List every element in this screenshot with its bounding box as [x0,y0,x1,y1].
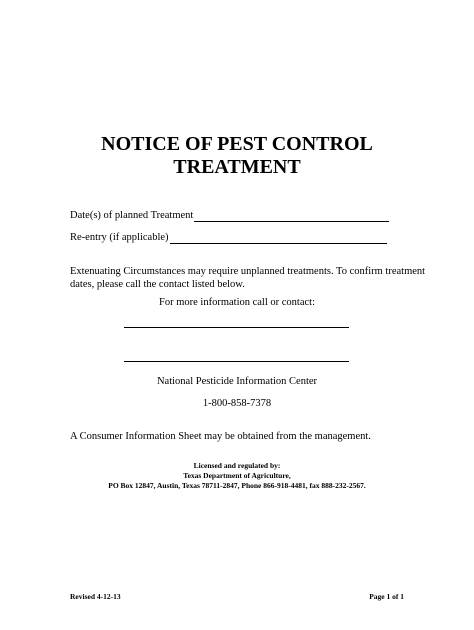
contact-blank-2[interactable] [124,361,349,362]
planned-treatment-date-blank[interactable] [194,211,389,222]
consumer-sheet-text: A Consumer Information Sheet may be obtained from the management. [70,431,371,442]
more-info-text: For more information call or contact: [159,297,315,308]
contact-blank-1[interactable] [124,327,349,328]
extenuating-line-2: dates, please call the contact listed below. [70,279,245,290]
regulator-line-2: Texas Department of Agriculture, [183,471,291,480]
reentry-blank[interactable] [170,233,387,244]
extenuating-paragraph [70,265,426,291]
reentry-row [70,231,387,244]
regulator-line-3: PO Box 12847, Austin, Texas 78711-2847, Phone 866-918-4481, fax 888-232-2567. [108,481,366,490]
pesticide-center-name: National Pesticide Information Center [156,376,318,387]
regulator-line-1: Licensed and regulated by: [193,461,281,470]
extenuating-line-1: Extenuating Circumstances may require unplanned treatments. To confirm treatment [70,266,426,277]
document-title-line-2: TREATMENT [173,156,301,178]
revised-date: Revised 4-12-13 [70,592,121,601]
page-number: Page 1 of 1 [369,592,404,601]
planned-treatment-date-label: Date(s) of planned Treatment [70,210,194,221]
planned-treatment-date-row [70,209,389,222]
reentry-label: Re-entry (if applicable) [70,232,169,243]
document-title-line-1: NOTICE OF PEST CONTROL [101,133,373,155]
pesticide-center-phone: 1-800-858-7378 [202,398,272,409]
